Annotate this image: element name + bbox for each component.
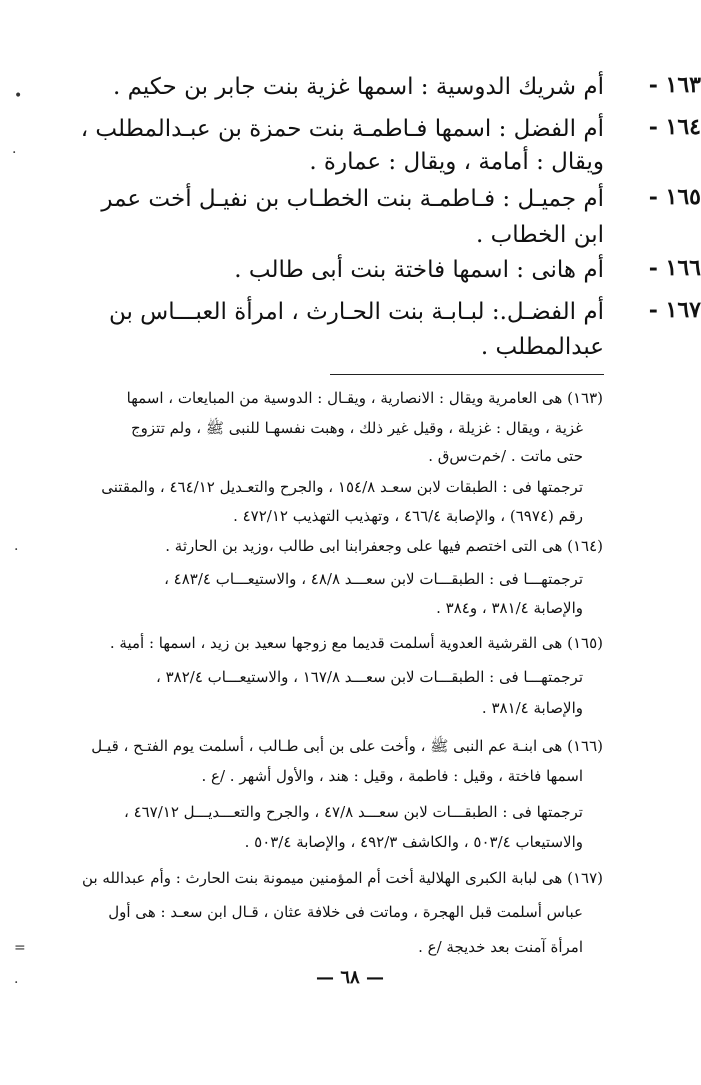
footnote-line: (١٦٤) هى التى اختصم فيها على وجعفرابنا ابى طالب ،وزيد بن الحارثة . [165,537,603,555]
entry-text: ويقال : أمامة ، ويقال : عمارة . [309,149,604,175]
entry-164 [59,114,701,144]
entry-number: ١٦٧ - [648,297,701,323]
scan-speck: · [12,145,17,161]
footnote-line: اسمها فاختة ، وقيل : فاطمة ، وقيل : هند ، والأول أشهر . /ع . [201,767,583,785]
footnote-line: (١٦٧) هى لبابة الكبرى الهلالية أخت أم المؤمنين ميمونة بنت الحارث : وأم عبدالله بن [82,869,603,887]
entry-number: ١٦٦ - [648,255,701,281]
footnote-line: عباس أسلمت قبل الهجرة ، وماتت فى خلافة عثان ، قـال ابن سعـد : هى أول [108,903,583,921]
footnote-line: امرأة آمنت بعد خديجة /ع . [418,938,583,956]
footnote-line: (١٦٥) هى القرشية العدوية أسلمت قديما مع زوجها سعيد بن زيد ، اسمها : أمية . [109,634,603,652]
scan-speck: • [14,88,23,104]
entry-163 [59,72,701,102]
footnote-line: والإصابة ٣٨١/٤ . [481,699,583,717]
footnote-line: ترجمتهـــا فى : الطبقـــات لابن سعـــد ١٦٧/٨ ، والاستيعـــاب ٣٨٢/٤ ، [156,668,583,686]
entry-165-cont [59,220,604,250]
footnote-line: والإصابة ٣٨١/٤ ، و٣٨٤ . [436,599,583,617]
entry-text: أم هانى : اسمها فاختة بنت أبى طالب . [234,257,604,283]
entry-text: ابن الخطاب . [475,222,604,248]
footnote-line: حتى ماتت . /خم‌ت‌س‌ق . [428,447,583,465]
entry-number: ١٦٤ - [648,114,701,140]
footnote-line: (١٦٦) هى ابنـة عم النبى ﷺ ، وأخت على بن أبى طـالب ، أسلمت يوم الفتـح ، قيـل [91,737,603,755]
footnote-line: والاستيعاب ٥٠٣/٤ ، والكاشف ٤٩٢/٣ ، والإصابة ٥٠٣/٤ . [244,833,583,851]
scan-speck: = [14,940,26,956]
footnote-line: ترجمتهـــا فى : الطبقـــات لابن سعـــد ٤٨/٨ ، والاستيعـــاب ٤٨٣/٤ ، [164,570,583,588]
entry-165 [59,184,701,214]
footnote-line: رقم (٦٩٧٤) ، والإصابة ٤٦٦/٤ ، وتهذيب التهذيب ٤٧٢/١٢ . [233,507,583,525]
scan-speck: · [14,975,19,991]
footnote-line: غزية ، ويقال : غزيلة ، وقيل غير ذلك ، وهبت نفسهـا للنبى ﷺ ، ولم تتزوج [130,419,583,437]
entry-167 [59,297,701,327]
page-number: — ٦٨ — [316,967,384,988]
footnote-line: (١٦٣) هى العامرية ويقال : الانصارية ، ويقـال : الدوسية من المبايعات ، اسمها [126,389,603,407]
footnote-line: ترجمتها فى : الطبقات لابن سعـد ١٥٤/٨ ، والجرح والتعـديل ٤٦٤/١٢ ، والمقتنى [101,478,583,496]
footnote-divider [330,374,604,375]
entry-number: ١٦٥ - [648,184,701,210]
entry-167-cont [59,332,604,362]
entry-166 [59,255,701,285]
footnote-line: ترجمتها فى : الطبقـــات لابن سعـــد ٤٧/٨ ، والجرح والتعـــديـــل ٤٦٧/١٢ ، [123,803,583,821]
entry-number: ١٦٣ - [648,72,701,98]
entry-text: أم شريك الدوسية : اسمها غزية بنت جابر بن حكيم . [112,74,604,100]
scan-speck: · [14,542,19,558]
entry-text: أم الفضل : اسمها فـاطمـة بنت حمزة بن عبـدالمطلب ، [80,116,604,142]
entry-164-cont [59,147,604,177]
entry-text: أم جميـل : فـاطمـة بنت الخطـاب بن نفيـل أخت عمر [101,186,604,212]
entry-text: عبدالمطلب . [480,334,604,360]
entry-text: أم الفضـل.: لبـابـة بنت الحـارث ، امرأة العبـــاس بن [108,299,604,325]
